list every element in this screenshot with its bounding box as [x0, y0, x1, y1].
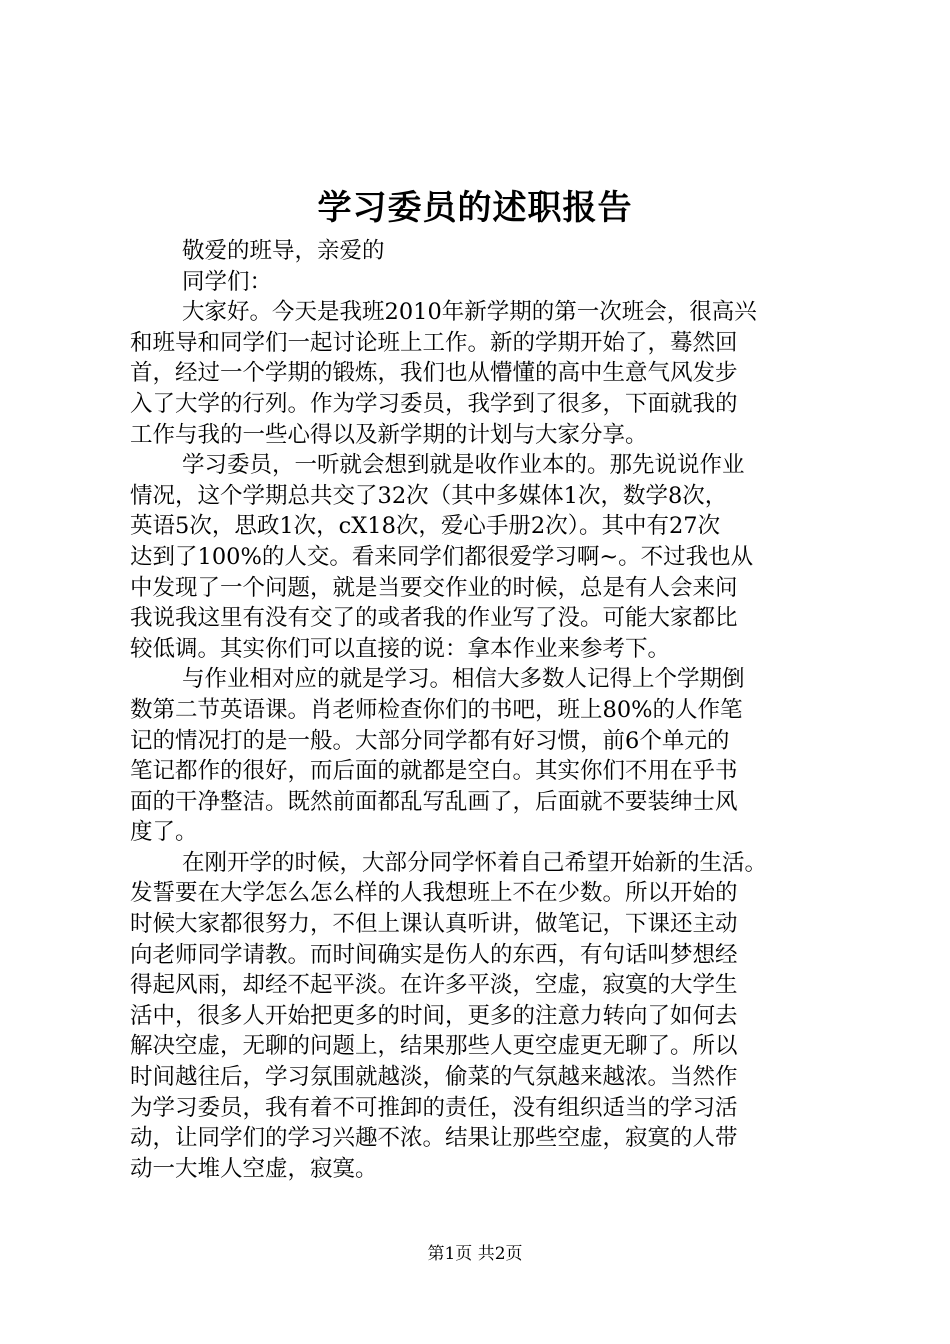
text-line: 面的干净整洁。既然前面都乱写乱画了，后面就不要装绅士风 [130, 788, 738, 815]
text-line: 为学习委员，我有着不可推卸的责任，没有组织适当的学习活 [130, 1094, 738, 1121]
text-line: 中发现了一个问题，就是当要交作业的时候，总是有人会来问 [130, 574, 738, 601]
text-line: 英语5次，思政1次，cX18次，爱心手册2次）。其中有27次 [130, 513, 721, 540]
text-line: 数第二节英语课。肖老师检查你们的书吧，班上80%的人作笔 [130, 696, 743, 723]
text-line: 度了。 [130, 819, 198, 846]
text-line: 情况，这个学期总共交了32次（其中多媒体1次，数学8次， [130, 482, 728, 509]
text-line: 大家好。今天是我班2010年新学期的第一次班会，很高兴 [182, 299, 757, 326]
text-line: 记的情况打的是一般。大部分同学都有好习惯，前6个单元的 [130, 727, 730, 754]
page-number-footer: 第1页 共2页 [427, 1244, 523, 1264]
text-line: 和班导和同学们一起讨论班上工作。新的学期开始了，蓦然回 [130, 329, 738, 356]
text-line: 工作与我的一些心得以及新学期的计划与大家分享。 [130, 421, 648, 448]
text-line: 得起风雨，却经不起平淡。在许多平淡，空虚，寂寞的大学生 [130, 972, 738, 999]
text-line: 较低调。其实你们可以直接的说：拿本作业来参考下。 [130, 635, 671, 662]
text-line: 笔记都作的很好，而后面的就都是空白。其实你们不用在乎书 [130, 758, 738, 785]
text-line: 在刚开学的时候，大部分同学怀着自己希望开始新的生活。 [182, 849, 768, 876]
text-line: 动，让同学们的学习兴趣不浓。结果让那些空虚，寂寞的人带 [130, 1125, 738, 1152]
text-line: 解决空虚，无聊的问题上，结果那些人更空虚更无聊了。所以 [130, 1033, 738, 1060]
text-line: 活中，很多人开始把更多的时间，更多的注意力转向了如何去 [130, 1002, 738, 1029]
text-line: 敬爱的班导，亲爱的 [182, 238, 385, 264]
text-line: 与作业相对应的就是学习。相信大多数人记得上个学期倒 [182, 666, 745, 693]
text-line: 达到了100%的人交。看来同学们都很爱学习啊~。不过我也从 [130, 543, 754, 570]
document-title: 学习委员的述职报告 [317, 188, 633, 228]
text-line: 同学们： [182, 268, 273, 295]
text-line: 学习委员，一听就会想到就是收作业本的。那先说说作业 [182, 452, 745, 479]
document-body [130, 236, 830, 1184]
text-line: 时间越往后，学习氛围就越淡，偷菜的气氛越来越浓。当然作 [130, 1064, 738, 1091]
text-line: 时候大家都很努力，不但上课认真听讲，做笔记，下课还主动 [130, 911, 738, 938]
text-line: 我说我这里有没有交了的或者我的作业写了没。可能大家都比 [130, 605, 738, 632]
text-line: 向老师同学请教。而时间确实是伤人的东西，有句话叫梦想经 [130, 941, 738, 968]
text-line: 发誓要在大学怎么怎么样的人我想班上不在少数。所以开始的 [130, 880, 738, 907]
text-line: 动一大堆人空虚，寂寞。 [130, 1155, 378, 1182]
text-line: 首，经过一个学期的锻炼，我们也从懵懂的高中生意气风发步 [130, 360, 738, 387]
text-line: 入了大学的行列。作为学习委员，我学到了很多，下面就我的 [130, 390, 738, 417]
